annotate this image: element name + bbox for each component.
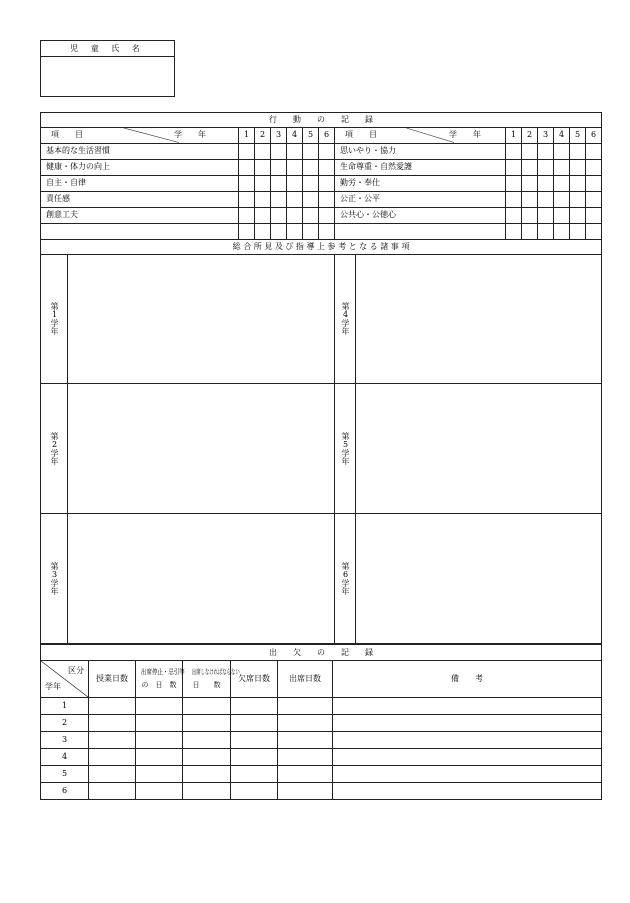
behavior-cell[interactable] [255,143,271,159]
attendance-cell[interactable] [278,766,333,783]
attendance-grade: 6 [41,783,89,800]
behavior-cell[interactable] [319,159,335,175]
behavior-cell[interactable] [319,207,335,223]
findings-field[interactable] [68,513,335,643]
behavior-cell[interactable] [586,191,602,207]
student-name-label: 児 童 氏 名 [41,41,174,57]
behavior-cell[interactable] [538,175,554,191]
behavior-cell[interactable] [287,191,303,207]
year-label: 第4学年 [341,302,350,335]
behavior-cell[interactable] [538,191,554,207]
attendance-grade: 5 [41,766,89,783]
behavior-cell[interactable] [586,175,602,191]
behavior-cell[interactable] [554,175,570,191]
behavior-cell[interactable] [570,207,586,223]
attendance-cell[interactable] [183,783,231,800]
findings-section-title: 総 合 所 見 及 び 指 導 上 参 考 と な る 諸 事 項 [41,239,602,254]
grade-col-3: 3 [271,128,287,144]
col-absent-days: 欠席日数 [231,661,278,698]
attendance-cell[interactable] [183,715,231,732]
corner-grade-label: 学年 [45,682,61,691]
behavior-cell[interactable] [319,143,335,159]
attendance-cell[interactable] [278,749,333,766]
grade-col-1-right: 1 [506,128,522,144]
attendance-cell[interactable] [136,715,183,732]
behavior-cell[interactable] [239,207,255,223]
behavior-cell[interactable] [287,159,303,175]
behavior-cell[interactable] [319,191,335,207]
attendance-cell[interactable] [89,715,136,732]
attendance-cell[interactable] [278,715,333,732]
behavior-cell[interactable] [303,159,319,175]
behavior-cell[interactable] [522,207,538,223]
behavior-cell[interactable] [319,223,335,239]
year-label: 第3学年 [50,561,59,595]
behavior-cell[interactable] [255,191,271,207]
behavior-section-title: 行 動 の 記 録 [41,113,602,128]
col-class-days: 授業日数 [89,661,136,698]
attendance-grade: 3 [41,732,89,749]
col-required-line2: 日 数 [192,681,221,689]
behavior-cell[interactable] [303,191,319,207]
behavior-cell[interactable] [303,143,319,159]
behavior-cell[interactable] [538,159,554,175]
grade-col-2-right: 2 [522,128,538,144]
col-suspension-line2: の 日 数 [141,681,177,689]
behavior-cell[interactable] [287,207,303,223]
behavior-cell[interactable] [239,191,255,207]
behavior-cell[interactable] [287,175,303,191]
behavior-cell[interactable] [239,175,255,191]
findings-field[interactable] [68,383,335,513]
behavior-cell[interactable] [506,175,522,191]
year-label: 第5学年 [341,431,350,465]
year-label-cell [335,254,356,383]
attendance-cell[interactable] [183,698,231,715]
behavior-cell[interactable] [570,191,586,207]
attendance-cell[interactable] [89,698,136,715]
behavior-cell[interactable] [255,207,271,223]
behavior-cell[interactable] [506,143,522,159]
behavior-cell[interactable] [522,175,538,191]
corner-category-label: 区分 [68,666,84,675]
behavior-item-left[interactable] [41,223,239,239]
attendance-cell[interactable] [136,749,183,766]
behavior-item-right: 生命尊重・自然愛護 [335,159,506,175]
behavior-cell[interactable] [271,191,287,207]
attendance-cell[interactable] [136,766,183,783]
year-label: 第1学年 [50,302,59,335]
behavior-cell[interactable] [303,207,319,223]
grade-col-2: 2 [255,128,271,144]
attendance-cell[interactable] [278,732,333,749]
item-header-label: 項 目 [51,130,83,140]
behavior-item-left: 自主・自律 [41,175,239,191]
behavior-cell[interactable] [287,143,303,159]
findings-field[interactable] [356,513,602,643]
attendance-cell[interactable] [183,732,231,749]
attendance-section-title: 出 欠 の 記 録 [41,645,602,661]
findings-field[interactable] [356,254,602,383]
behavior-cell[interactable] [522,191,538,207]
behavior-cell[interactable] [255,175,271,191]
year-label: 第2学年 [50,431,59,465]
grade-col-5-right: 5 [570,128,586,144]
behavior-cell[interactable] [255,159,271,175]
attendance-cell[interactable] [278,783,333,800]
attendance-cell[interactable] [136,732,183,749]
behavior-item-right: 勤労・奉仕 [335,175,506,191]
item-header-label-right: 項 目 [345,130,377,140]
attendance-remarks[interactable] [333,749,602,766]
attendance-cell[interactable] [136,783,183,800]
behavior-header-left [41,128,239,144]
grade-header-label: 学 年 [174,130,206,140]
behavior-cell[interactable] [271,175,287,191]
attendance-grade: 4 [41,749,89,766]
behavior-cell[interactable] [271,143,287,159]
behavior-item-left: 創意工夫 [41,207,239,223]
behavior-item-right: 思いやり・協力 [335,143,506,159]
attendance-grade: 2 [41,715,89,732]
findings-field[interactable] [356,383,602,513]
behavior-cell[interactable] [586,207,602,223]
attendance-cell[interactable] [231,715,278,732]
attendance-remarks[interactable] [333,715,602,732]
year-label-cell [335,383,356,513]
attendance-cell[interactable] [183,766,231,783]
behavior-item-left: 責任感 [41,191,239,207]
behavior-cell[interactable] [303,175,319,191]
behavior-cell[interactable] [271,223,287,239]
behavior-cell[interactable] [506,207,522,223]
record-form [40,112,602,644]
col-suspension-days [136,661,183,698]
attendance-remarks[interactable] [333,698,602,715]
attendance-remarks[interactable] [333,783,602,800]
attendance-cell[interactable] [231,732,278,749]
behavior-cell[interactable] [319,175,335,191]
behavior-cell[interactable] [239,159,255,175]
behavior-cell[interactable] [522,143,538,159]
behavior-cell[interactable] [271,207,287,223]
attendance-cell[interactable] [89,766,136,783]
col-remarks: 備 考 [333,661,602,698]
behavior-cell[interactable] [570,223,586,239]
attendance-remarks[interactable] [333,732,602,749]
behavior-item-right: 公共心・公徳心 [335,207,506,223]
behavior-cell[interactable] [239,223,255,239]
behavior-cell[interactable] [554,207,570,223]
grade-col-4-right: 4 [554,128,570,144]
grade-header-label-right: 学 年 [449,130,481,140]
attendance-cell[interactable] [231,766,278,783]
col-required-line1: 出席しなければならない [191,668,240,676]
attendance-corner [41,661,89,698]
attendance-cell[interactable] [89,749,136,766]
findings-field[interactable] [68,254,335,383]
attendance-cell[interactable] [183,749,231,766]
student-name-field[interactable] [41,57,174,97]
grade-col-4: 4 [287,128,303,144]
behavior-item-right: 公正・公平 [335,191,506,207]
behavior-header-right [335,128,506,144]
attendance-grade: 1 [41,698,89,715]
attendance-remarks[interactable] [333,766,602,783]
behavior-cell[interactable] [506,223,522,239]
year-label-cell [41,383,68,513]
grade-col-1: 1 [239,128,255,144]
behavior-cell[interactable] [506,159,522,175]
col-present-days: 出席日数 [278,661,333,698]
behavior-cell[interactable] [522,223,538,239]
behavior-cell[interactable] [554,143,570,159]
behavior-item-left: 健康・体力の向上 [41,159,239,175]
behavior-cell[interactable] [538,143,554,159]
year-label: 第6学年 [341,561,350,595]
behavior-cell[interactable] [554,159,570,175]
attendance-cell[interactable] [231,783,278,800]
behavior-cell[interactable] [570,159,586,175]
grade-col-3-right: 3 [538,128,554,144]
attendance-cell[interactable] [278,698,333,715]
behavior-cell[interactable] [554,191,570,207]
year-label-cell [41,513,68,643]
behavior-cell[interactable] [271,159,287,175]
grade-col-6: 6 [319,128,335,144]
behavior-cell[interactable] [586,159,602,175]
grade-col-6-right: 6 [586,128,602,144]
behavior-cell[interactable] [506,191,522,207]
year-label-cell [41,254,68,383]
behavior-cell[interactable] [554,223,570,239]
behavior-cell[interactable] [586,223,602,239]
behavior-cell[interactable] [255,223,271,239]
behavior-cell[interactable] [586,143,602,159]
behavior-cell[interactable] [239,143,255,159]
behavior-cell[interactable] [538,207,554,223]
attendance-cell[interactable] [231,749,278,766]
col-suspension-line1: 出席停止・忌引等 [141,668,185,676]
behavior-cell[interactable] [538,223,554,239]
attendance-cell[interactable] [89,783,136,800]
attendance-cell[interactable] [89,732,136,749]
behavior-cell[interactable] [303,223,319,239]
behavior-cell[interactable] [570,175,586,191]
attendance-table [40,644,602,800]
year-label-cell [335,513,356,643]
grade-col-5: 5 [303,128,319,144]
col-required-days [183,661,240,698]
behavior-cell[interactable] [287,223,303,239]
behavior-item-left: 基本的な生活習慣 [41,143,239,159]
attendance-cell[interactable] [231,698,278,715]
student-name-box [40,40,175,97]
behavior-item-right[interactable] [335,223,506,239]
behavior-cell[interactable] [522,159,538,175]
attendance-cell[interactable] [136,698,183,715]
behavior-cell[interactable] [570,143,586,159]
